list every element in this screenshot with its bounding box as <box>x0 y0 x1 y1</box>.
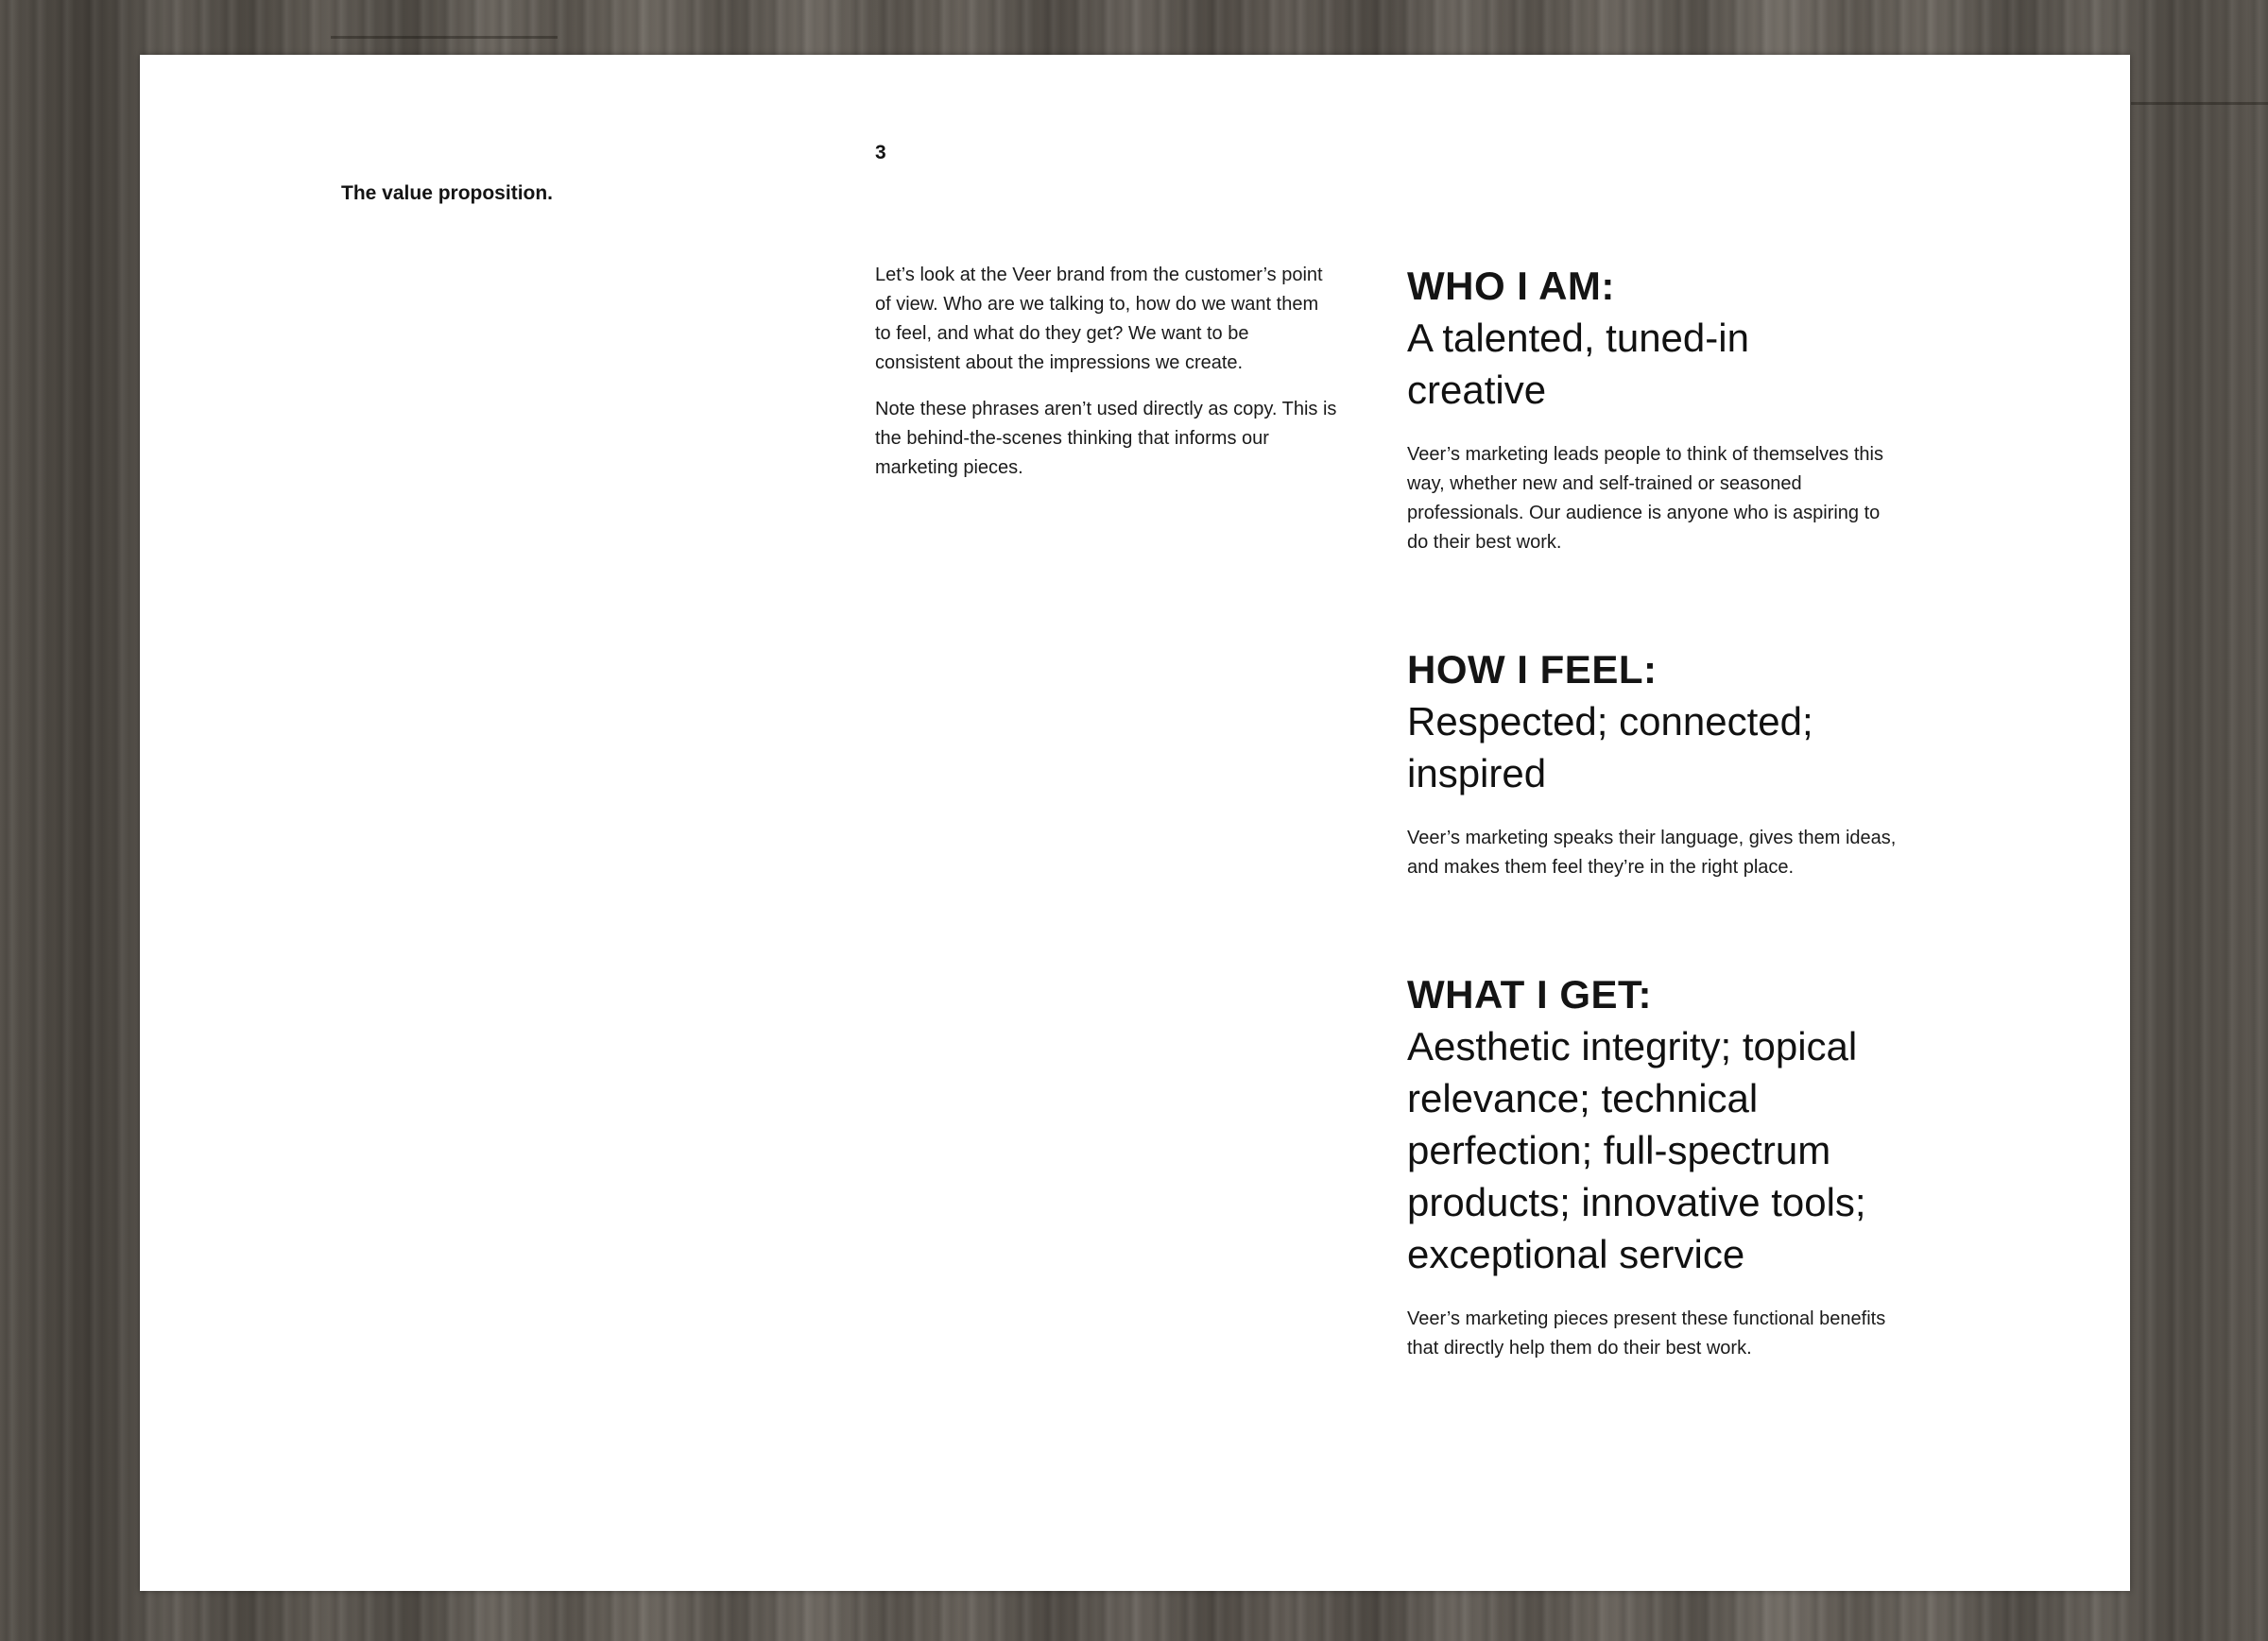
wood-board-seam <box>2131 102 2268 105</box>
who-i-am-block <box>1407 261 1899 557</box>
what-i-get-body: Veer’s marketing pieces present these functional benefits that directly help them do their best work. <box>1407 1308 1886 1359</box>
what-i-get-block <box>1407 969 1899 1363</box>
document-page <box>140 55 2130 1591</box>
how-i-feel-headline: Respected; connected; inspired <box>1407 699 1813 795</box>
intro-paragraph: Note these phrases aren’t used directly as copy. This is the behind-the-scenes thinking that informs our marketing pieces. <box>875 399 1337 478</box>
how-i-feel-block <box>1407 644 1899 882</box>
page-number: 3 <box>875 142 886 163</box>
who-i-am-headline: A talented, tuned-in creative <box>1407 316 1749 412</box>
what-i-get-label: WHAT I GET: <box>1407 972 1653 1017</box>
how-i-feel-body: Veer’s marketing speaks their language, gives them ideas, and makes them feel they’re in the right place. <box>1407 828 1897 878</box>
intro-paragraph: Let’s look at the Veer brand from the customer’s point of view. Who are we talking to, how do we want them to feel, and what do they get? We want to be consistent about the impressions we create. <box>875 265 1323 373</box>
who-i-am-label: WHO I AM: <box>1407 264 1615 308</box>
who-i-am-body: Veer’s marketing leads people to think of themselves this way, whether new and self-trained or seasoned professionals. Our audience is anyone who is aspiring to do their best work. <box>1407 444 1883 553</box>
wood-board-seam <box>331 36 558 39</box>
how-i-feel-label: HOW I FEEL: <box>1407 647 1658 692</box>
section-title: The value proposition. <box>341 182 554 204</box>
intro-text <box>875 261 1338 500</box>
what-i-get-headline: Aesthetic integrity; topical relevance; technical perfection; full-spectrum products; innovative tools; exceptional service <box>1407 1024 1866 1276</box>
